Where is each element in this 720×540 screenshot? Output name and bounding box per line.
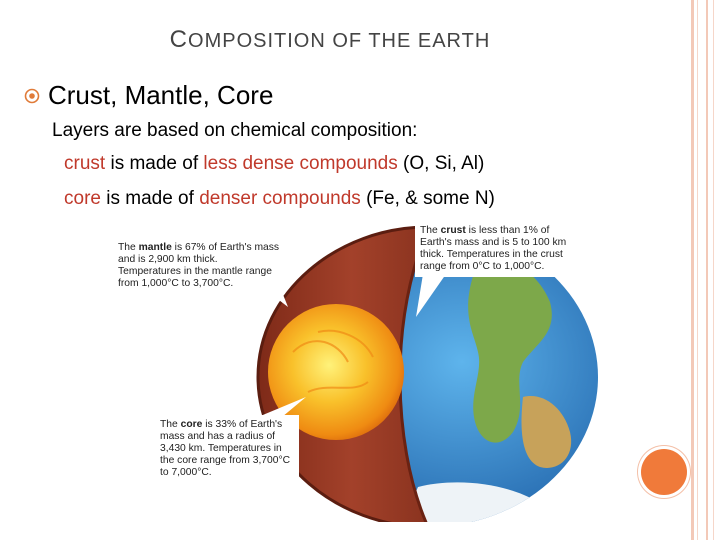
bullet-text: Crust, Mantle, Core <box>48 80 274 110</box>
callout-text: The <box>160 419 181 430</box>
orange-circle-decoration <box>641 449 687 495</box>
bullet-circle-icon <box>24 88 40 104</box>
callout-text: is less than 1% of Earth's mass and is 5 to 100 km thick. Temperatures in the crust range from 0°C to 1,000°C. <box>420 225 567 272</box>
core-composition-line <box>64 188 495 210</box>
decor-stripe <box>713 0 714 540</box>
callout-text: is 67% of Earth's mass and is 2,900 km thick. Temperatures in the mantle range from 1,000°C to 3,700°C. <box>118 242 280 289</box>
denser-term: denser compounds <box>199 188 361 209</box>
core-term: core <box>64 188 101 209</box>
crust-term: crust <box>64 153 106 174</box>
callout-term: mantle <box>138 242 172 253</box>
mantle-callout <box>113 238 285 294</box>
crust-callout <box>415 221 587 277</box>
crust-composition-line <box>64 153 484 175</box>
line-text: is made of <box>100 188 200 209</box>
line-text: (O, Si, Al) <box>397 153 485 174</box>
line-text: (Fe, & some N) <box>360 188 495 209</box>
decor-stripe <box>697 0 698 540</box>
callout-term: core <box>180 419 203 430</box>
title-initial: C <box>169 26 189 53</box>
composition-intro: Layers are based on chemical composition: <box>52 120 418 141</box>
callout-text: is 33% of Earth's mass and has a radius of 3,430 km. Temperatures in the core range from 3,700°C to 7,000°C. <box>160 419 291 478</box>
core-callout <box>155 415 299 483</box>
title-rest: OMPOSITION OF THE EARTH <box>188 30 491 52</box>
callout-text: The <box>118 242 139 253</box>
bullet-item <box>24 80 273 111</box>
callout-text: The <box>420 225 441 236</box>
decor-stripe <box>706 0 708 540</box>
slide-title <box>0 26 660 54</box>
line-text: is made of <box>105 153 204 174</box>
less-dense-term: less dense compounds <box>203 153 398 174</box>
decor-stripe <box>691 0 694 540</box>
callout-term: crust <box>440 225 466 236</box>
